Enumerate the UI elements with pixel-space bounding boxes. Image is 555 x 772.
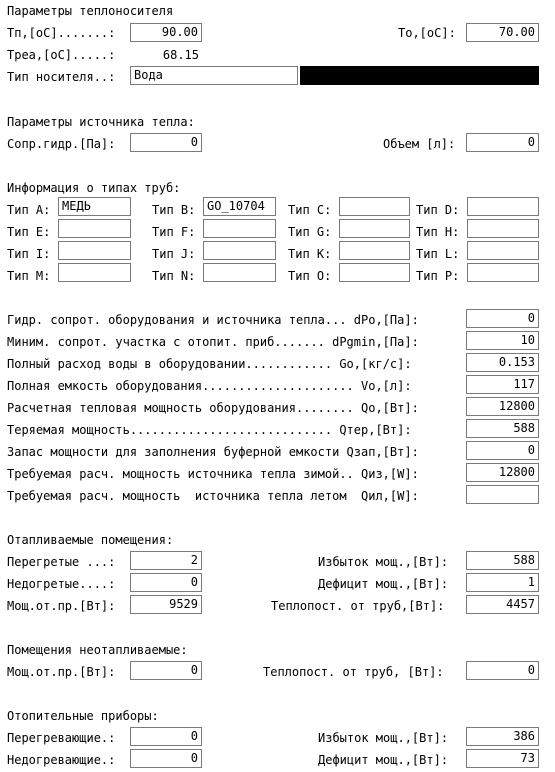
pipe-type-field[interactable] [58,263,131,282]
heated-section-title: Отапливаемые помещения: [7,533,174,547]
heated-underheated-label: Недогретые....: [7,577,116,591]
pipe-type-field[interactable] [203,241,276,260]
pipe-type-label: Тип J: [152,247,196,261]
pipe-type-field[interactable] [58,241,131,260]
unheated-power-label: Мощ.от.пр.[Вт]: [7,665,116,679]
totals-field[interactable]: 588 [466,419,539,438]
totals-field[interactable]: 117 [466,375,539,394]
coolant-type-field[interactable]: Вода [130,66,298,85]
pipe-type-label: Тип A: [7,203,51,217]
heated-excess-field[interactable]: 588 [466,551,539,570]
heated-excess-label: Избыток мощ.,[Вт]: [318,555,449,569]
totals-label: Гидр. сопрот. оборудования и источника тепла... dPo,[Па]: [7,313,419,327]
pipe-type-field[interactable]: GO_10704 [203,197,276,216]
pipe-type-label: Тип F: [152,225,196,239]
pipe-type-field[interactable] [467,263,539,282]
totals-field[interactable]: 10 [466,331,539,350]
heated-underheated-field[interactable]: 0 [130,573,202,592]
devices-excess-label: Избыток мощ.,[Вт]: [318,731,449,745]
source-resist-label: Сопр.гидр.[Па]: [7,137,116,151]
totals-label: Расчетная тепловая мощность оборудования........ Qo,[Вт]: [7,401,419,415]
pipe-type-label: Тип G: [288,225,332,239]
totals-field[interactable]: 12800 [466,397,539,416]
coolant-section-title: Параметры теплоносителя [7,4,174,18]
source-section-title: Параметры источника тепла: [7,115,195,129]
pipe-type-label: Тип B: [152,203,196,217]
pipe-type-field[interactable]: МЕДЬ [58,197,131,216]
totals-label: Полная емкость оборудования..................... Vo,[л]: [7,379,412,393]
totals-label: Требуемая расч. мощность источника тепла летом Qил,[W]: [7,489,419,503]
pipe-type-label: Тип I: [7,247,51,261]
pipe-type-field[interactable] [467,219,539,238]
source-volume-label: Объем [л]: [383,137,456,151]
heated-pipeheat-field[interactable]: 4457 [466,595,539,614]
pipe-type-label: Тип L: [416,247,460,261]
to-field[interactable]: 70.00 [466,23,539,42]
coolant-type-label: Тип носителя..: [7,70,116,84]
totals-field[interactable]: 0 [466,441,539,460]
unheated-power-field[interactable]: 0 [130,661,202,680]
pipe-type-label: Тип M: [7,269,51,283]
heated-overheated-field[interactable]: 2 [130,551,202,570]
tp-label: Тп,[оС].......: [7,26,116,40]
trea-value: 68.15 [162,48,199,62]
source-resist-field[interactable]: 0 [130,133,202,152]
trea-label: Треа,[оС].....: [7,48,116,62]
totals-label: Теряемая мощность............................ Qтер,[Вт]: [7,423,412,437]
devices-overheating-label: Перегревающие.: [7,731,116,745]
devices-deficit-label: Дефицит мощ.,[Вт]: [318,753,449,767]
devices-section-title: Отопительные приборы: [7,709,159,723]
pipe-type-field[interactable] [339,197,410,216]
pipe-type-field[interactable] [203,263,276,282]
heated-power-field[interactable]: 9529 [130,595,202,614]
totals-label: Требуемая расч. мощность источника тепла зимой.. Qиз,[W]: [7,467,419,481]
pipe-type-label: Тип K: [288,247,332,261]
heated-power-label: Мощ.от.пр.[Вт]: [7,599,116,613]
pipe-type-field[interactable] [58,219,131,238]
devices-underheating-label: Недогревающие.: [7,753,116,767]
totals-field[interactable]: 0 [466,309,539,328]
totals-field[interactable]: 0.153 [466,353,539,372]
heated-overheated-label: Перегретые ...: [7,555,116,569]
pipe-type-label: Тип O: [288,269,332,283]
coolant-type-dropdown[interactable] [300,66,539,85]
devices-underheating-field[interactable]: 0 [130,749,202,768]
pipe-type-field[interactable] [339,241,410,260]
heated-pipeheat-label: Теплопост. от труб,[Вт]: [271,599,445,613]
pipe-type-field[interactable] [339,219,410,238]
pipe-type-field[interactable] [203,219,276,238]
pipes-section-title: Информация о типах труб: [7,181,181,195]
heated-deficit-label: Дефицит мощ.,[Вт]: [318,577,449,591]
pipe-type-label: Тип H: [416,225,460,239]
unheated-pipeheat-field[interactable]: 0 [466,661,539,680]
pipe-type-label: Тип C: [288,203,332,217]
unheated-pipeheat-label: Теплопост. от труб, [Вт]: [263,665,444,679]
totals-label: Миним. сопрот. участка с отопит. приб....... dPgmin,[Па]: [7,335,419,349]
pipe-type-label: Тип E: [7,225,51,239]
totals-field[interactable] [466,485,539,504]
pipe-type-label: Тип D: [416,203,460,217]
source-volume-field[interactable]: 0 [466,133,539,152]
heated-deficit-field[interactable]: 1 [466,573,539,592]
devices-excess-field[interactable]: 386 [466,727,539,746]
pipe-type-label: Тип P: [416,269,460,283]
totals-field[interactable]: 12800 [466,463,539,482]
tp-field[interactable]: 90.00 [130,23,202,42]
devices-deficit-field[interactable]: 73 [466,749,539,768]
devices-overheating-field[interactable]: 0 [130,727,202,746]
to-label: То,[оС]: [398,26,456,40]
pipe-type-field[interactable] [467,241,539,260]
unheated-section-title: Помещения неотапливаемые: [7,643,188,657]
pipe-type-field[interactable] [339,263,410,282]
pipe-type-field[interactable] [467,197,539,216]
pipe-type-label: Тип N: [152,269,196,283]
totals-label: Полный расход воды в оборудовании............ Go,[кг/с]: [7,357,412,371]
totals-label: Запас мощности для заполнения буферной емкости Qзап,[Вт]: [7,445,419,459]
